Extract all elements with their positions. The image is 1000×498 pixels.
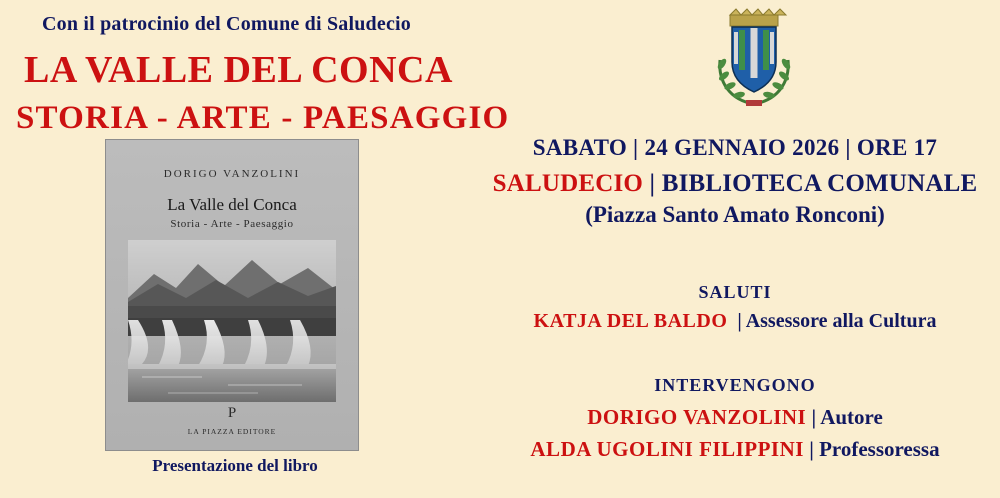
speakers-heading: INTERVENGONO bbox=[654, 375, 816, 395]
speaker-name: DORIGO VANZOLINI bbox=[587, 405, 807, 429]
greetings-heading: SALUTI bbox=[698, 282, 772, 302]
event-address: (Piazza Santo Amato Ronconi) bbox=[585, 202, 885, 227]
book-cover-photo bbox=[128, 240, 336, 402]
greetings-separator: | bbox=[737, 310, 742, 332]
speaker-entry bbox=[470, 405, 1000, 430]
event-venue: BIBLIOTECA COMUNALE bbox=[661, 170, 978, 197]
coat-of-arms-icon bbox=[706, 6, 802, 112]
speaker-name: ALDA UGOLINI FILIPPINI bbox=[530, 437, 804, 461]
event-date-line: SABATO | 24 GENNAIO 2026 | ORE 17 bbox=[532, 135, 938, 160]
book-cover-author: DORIGO VANZOLINI bbox=[163, 168, 301, 180]
greetings-person-name: KATJA DEL BALDO bbox=[533, 310, 728, 332]
greetings-entry bbox=[470, 310, 1000, 333]
page-title: LA VALLE DEL CONCA bbox=[24, 49, 453, 91]
patronage-line: Con il patrocinio del Comune di Saludecio bbox=[42, 13, 411, 35]
venue-separator: | bbox=[649, 170, 656, 197]
book-cover-image bbox=[106, 140, 358, 450]
speaker-role: Professoressa bbox=[819, 437, 940, 461]
publisher-name: LA PIAZZA EDITORE bbox=[187, 427, 277, 436]
poster-right-column bbox=[470, 0, 1000, 498]
waterfall-landscape-icon bbox=[128, 240, 336, 402]
publisher-logo: P bbox=[227, 405, 237, 421]
book-presentation-caption: Presentazione del libro bbox=[152, 456, 318, 475]
book-cover-subtitle: Storia - Arte - Paesaggio bbox=[170, 218, 294, 230]
book-cover-title: La Valle del Conca bbox=[167, 195, 297, 214]
event-venue-line bbox=[470, 170, 1000, 198]
event-city: SALUDECIO bbox=[492, 170, 644, 197]
greetings-person-role: Assessore alla Cultura bbox=[745, 310, 937, 332]
page-subtitle: STORIA - ARTE - PAESAGGIO bbox=[16, 100, 510, 136]
speaker-role: Autore bbox=[820, 405, 883, 429]
speaker-separator: | bbox=[809, 437, 814, 461]
speaker-separator: | bbox=[811, 405, 817, 429]
speaker-entry bbox=[470, 437, 1000, 462]
